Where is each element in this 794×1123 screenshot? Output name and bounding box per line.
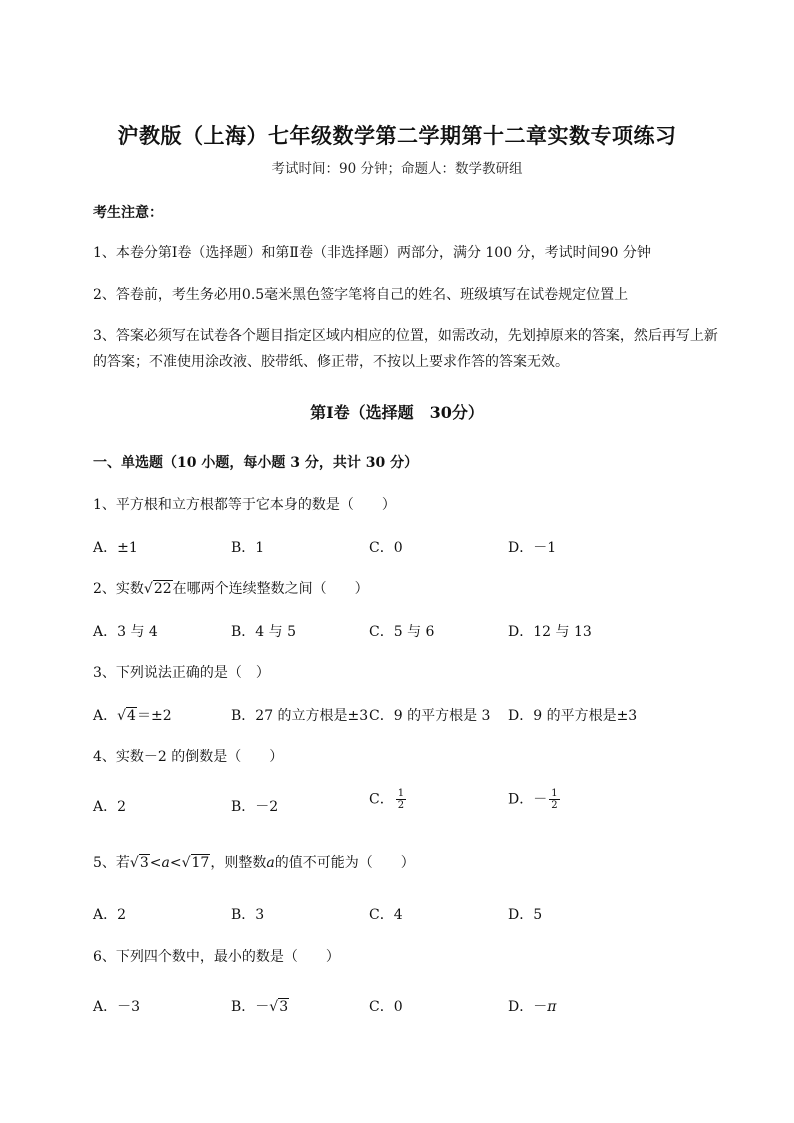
question-4-stem: 4、实数－2 的倒数是（ ） (93, 749, 284, 765)
sqrt-17 (182, 855, 211, 871)
q2-option-d: D．12 与 13 (508, 624, 592, 640)
notice-item-3: 3、答案必须写在试卷各个题目指定区域内相应的位置，如需改动，先划掉原来的答案，然后再写上新 (93, 328, 718, 344)
notice-item-3-cont: 的答案；不准使用涂改液、胶带纸、修正带，不按以上要求作答的答案无效。 (93, 354, 569, 370)
frac-denominator: 2 (397, 800, 405, 811)
sqrt-sign: √ (143, 581, 153, 597)
less-than-2: < (169, 855, 182, 871)
pi-symbol: π (547, 999, 557, 1015)
q6-option-a: A．－3 (93, 999, 141, 1015)
q5-stem-post: 的值不可能为（ ） (274, 855, 415, 871)
q5-option-a: A．2 (93, 907, 127, 923)
q2-option-a: A．3 与 4 (93, 624, 158, 640)
q3-option-a-rest: ＝±2 (136, 708, 172, 724)
question-5-stem (93, 852, 415, 872)
q1-option-c: C．0 (369, 540, 403, 556)
q2-option-c: C．5 与 6 (369, 624, 435, 640)
q2-radicand: 22 (153, 581, 172, 597)
q5-option-d: D．5 (508, 907, 543, 923)
fraction-one-half (396, 788, 406, 811)
q4-option-a: A．2 (93, 799, 127, 815)
q1-option-b: B．1 (231, 540, 265, 556)
frac-numerator: 1 (551, 788, 558, 799)
question-2-stem (93, 578, 369, 598)
q5-option-c: C．4 (369, 907, 403, 923)
variable-a: a (161, 855, 170, 871)
q5-radicand-2: 17 (191, 855, 210, 871)
q4-option-d-label: D．－ (508, 791, 548, 808)
q3-radicand: 4 (127, 708, 136, 724)
q5-stem-mid: ，则整数 (210, 855, 267, 871)
sqrt-3 (269, 999, 289, 1015)
q3-option-c: C．9 的平方根是 3 (369, 708, 491, 724)
q4-option-c (369, 788, 406, 811)
sqrt-sign: √ (129, 855, 139, 871)
fraction-one-half (549, 788, 559, 811)
frac-denominator: 2 (551, 800, 558, 811)
page-title: 沪教版（上海）七年级数学第二学期第十二章实数专项练习 (117, 123, 677, 148)
q1-option-a: A．±1 (93, 540, 138, 556)
q4-option-b: B．－2 (231, 799, 279, 815)
part-heading: 一、单选题（10 小题，每小题 3 分，共计 30 分） (93, 455, 419, 471)
section-title: 第Ⅰ卷（选择题 30分） (310, 403, 484, 422)
q3-option-d: D．9 的平方根是±3 (508, 708, 638, 724)
question-1-stem: 1、平方根和立方根都等于它本身的数是（ ） (93, 497, 396, 513)
q6-option-c: C．0 (369, 999, 403, 1015)
q2-option-b: B．4 与 5 (231, 624, 297, 640)
q3-option-a (93, 705, 172, 725)
q5-option-b: B．3 (231, 907, 265, 923)
sqrt-sign: √ (117, 708, 127, 724)
q5-stem-pre: 5、若 (93, 855, 130, 871)
q6-radicand: 3 (279, 999, 289, 1015)
question-6-stem: 6、下列四个数中，最小的数是（ ） (93, 949, 340, 965)
q3-option-b: B．27 的立方根是±3 (231, 708, 369, 724)
question-3-stem: 3、下列说法正确的是（ ） (93, 665, 270, 681)
notice-heading: 考生注意： (93, 205, 163, 221)
frac-numerator: 1 (397, 788, 405, 799)
variable-a: a (266, 855, 275, 871)
q3-option-a-label: A． (93, 708, 118, 724)
sqrt-sign: √ (269, 999, 279, 1015)
notice-item-2: 2、答卷前，考生务必用0.5毫米黑色签字笔将自己的姓名、班级填写在试卷规定位置上 (93, 287, 629, 303)
q5-radicand-1: 3 (139, 855, 149, 871)
sqrt-22 (144, 581, 173, 597)
q6-option-b (231, 996, 289, 1016)
q6-option-d (508, 996, 556, 1016)
q6-option-b-label: B．－ (231, 999, 270, 1015)
q4-option-c-label: C． (369, 791, 394, 808)
less-than-1: < (149, 855, 162, 871)
sqrt-3 (130, 855, 150, 871)
q4-option-d (508, 788, 560, 811)
q2-stem-post: 在哪两个连续整数之间（ ） (172, 581, 369, 597)
q6-option-d-label: D．－ (508, 999, 548, 1015)
notice-item-1: 1、本卷分第Ⅰ卷（选择题）和第Ⅱ卷（非选择题）两部分，满分 100 分，考试时间90 分钟 (93, 245, 651, 261)
q2-stem-pre: 2、实数 (93, 581, 144, 597)
q1-option-d: D．－1 (508, 540, 557, 556)
sqrt-sign: √ (181, 855, 191, 871)
exam-info: 考试时间：90 分钟；命题人：数学教研组 (271, 161, 523, 177)
sqrt-4 (117, 708, 137, 724)
